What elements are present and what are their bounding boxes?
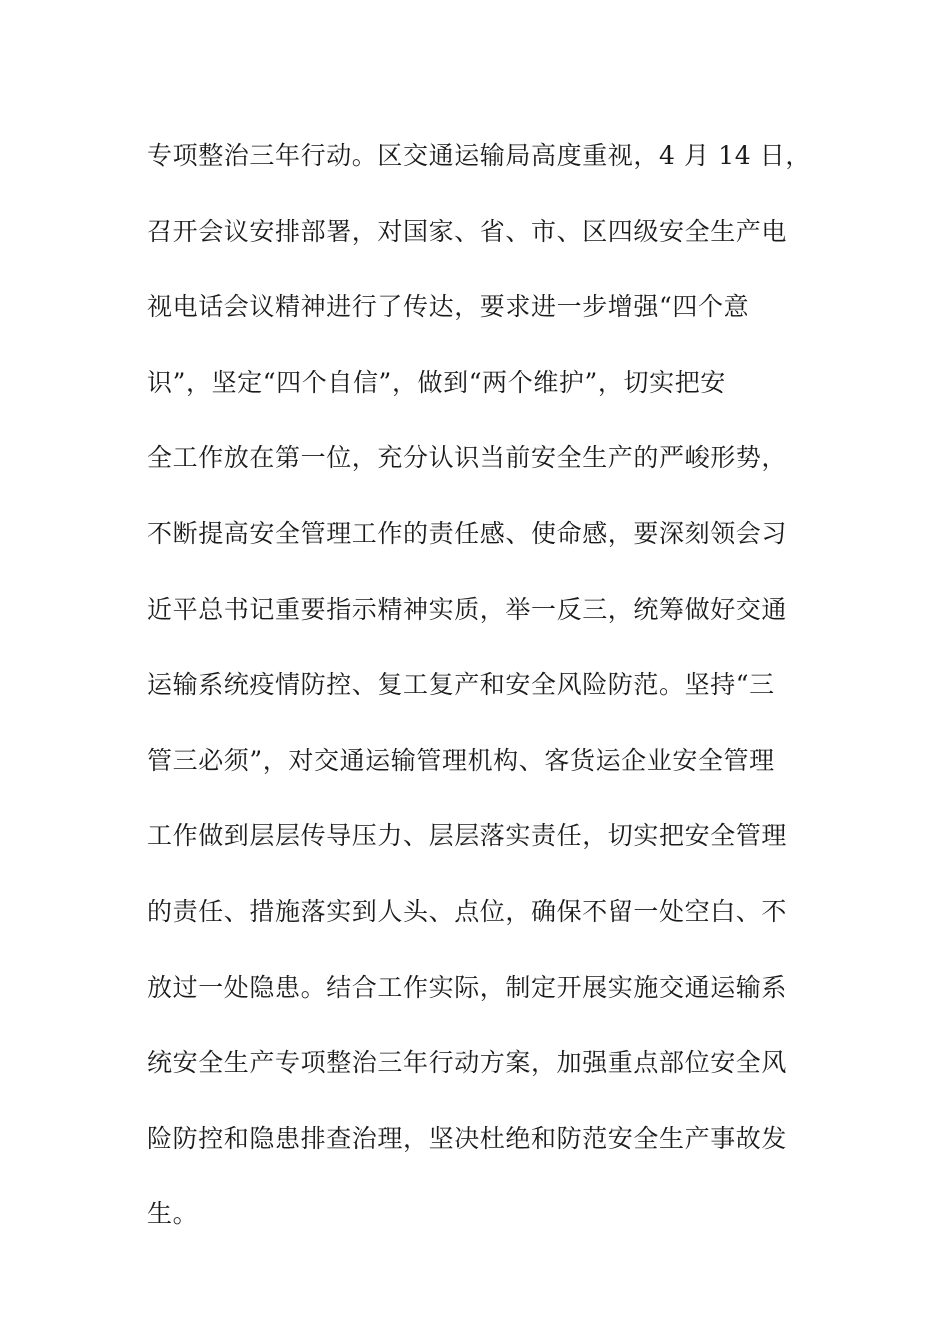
- paragraph-line-13: 统安全生产专项整治三年行动方案，加强重点部位安全风: [147, 1048, 788, 1078]
- paragraph-line-9: 管三必须”，对交通运输管理机构、客货运企业安全管理: [147, 745, 775, 775]
- paragraph-line-5: 全工作放在第一位，充分认识当前安全生产的严峻形势，: [147, 443, 788, 473]
- paragraph-line-11: 的责任、措施落实到人头、点位，确保不留一处空白、不: [147, 896, 788, 926]
- paragraph-line-6: 不断提高安全管理工作的责任感、使命感，要深刻领会习: [147, 518, 788, 548]
- paragraph-line-14: 险防控和隐患排查治理，坚决杜绝和防范安全生产事故发: [147, 1123, 788, 1153]
- paragraph-line-7: 近平总书记重要指示精神实质，举一反三，统筹做好交通: [147, 594, 788, 624]
- paragraph-line-8: 运输系统疫情防控、复工复产和安全风险防范。坚持“三: [147, 670, 775, 700]
- paragraph-line-12: 放过一处隐患。结合工作实际，制定开展实施交通运输系: [147, 972, 788, 1002]
- paragraph-line-1: 专项整治三年行动。区交通运输局高度重视，4 月 14 日，: [147, 141, 811, 170]
- body-paragraph: [147, 118, 811, 1252]
- paragraph-line-15: 生。: [147, 1199, 199, 1229]
- paragraph-line-3: 视电话会议精神进行了传达，要求进一步增强“四个意: [147, 292, 750, 322]
- paragraph-line-10: 工作做到层层传导压力、层层落实责任，切实把安全管理: [147, 821, 788, 851]
- paragraph-line-4: 识”，坚定“四个自信”，做到“两个维护”，切实把安: [147, 367, 726, 397]
- paragraph-line-2: 召开会议安排部署，对国家、省、市、区四级安全生产电: [147, 216, 788, 246]
